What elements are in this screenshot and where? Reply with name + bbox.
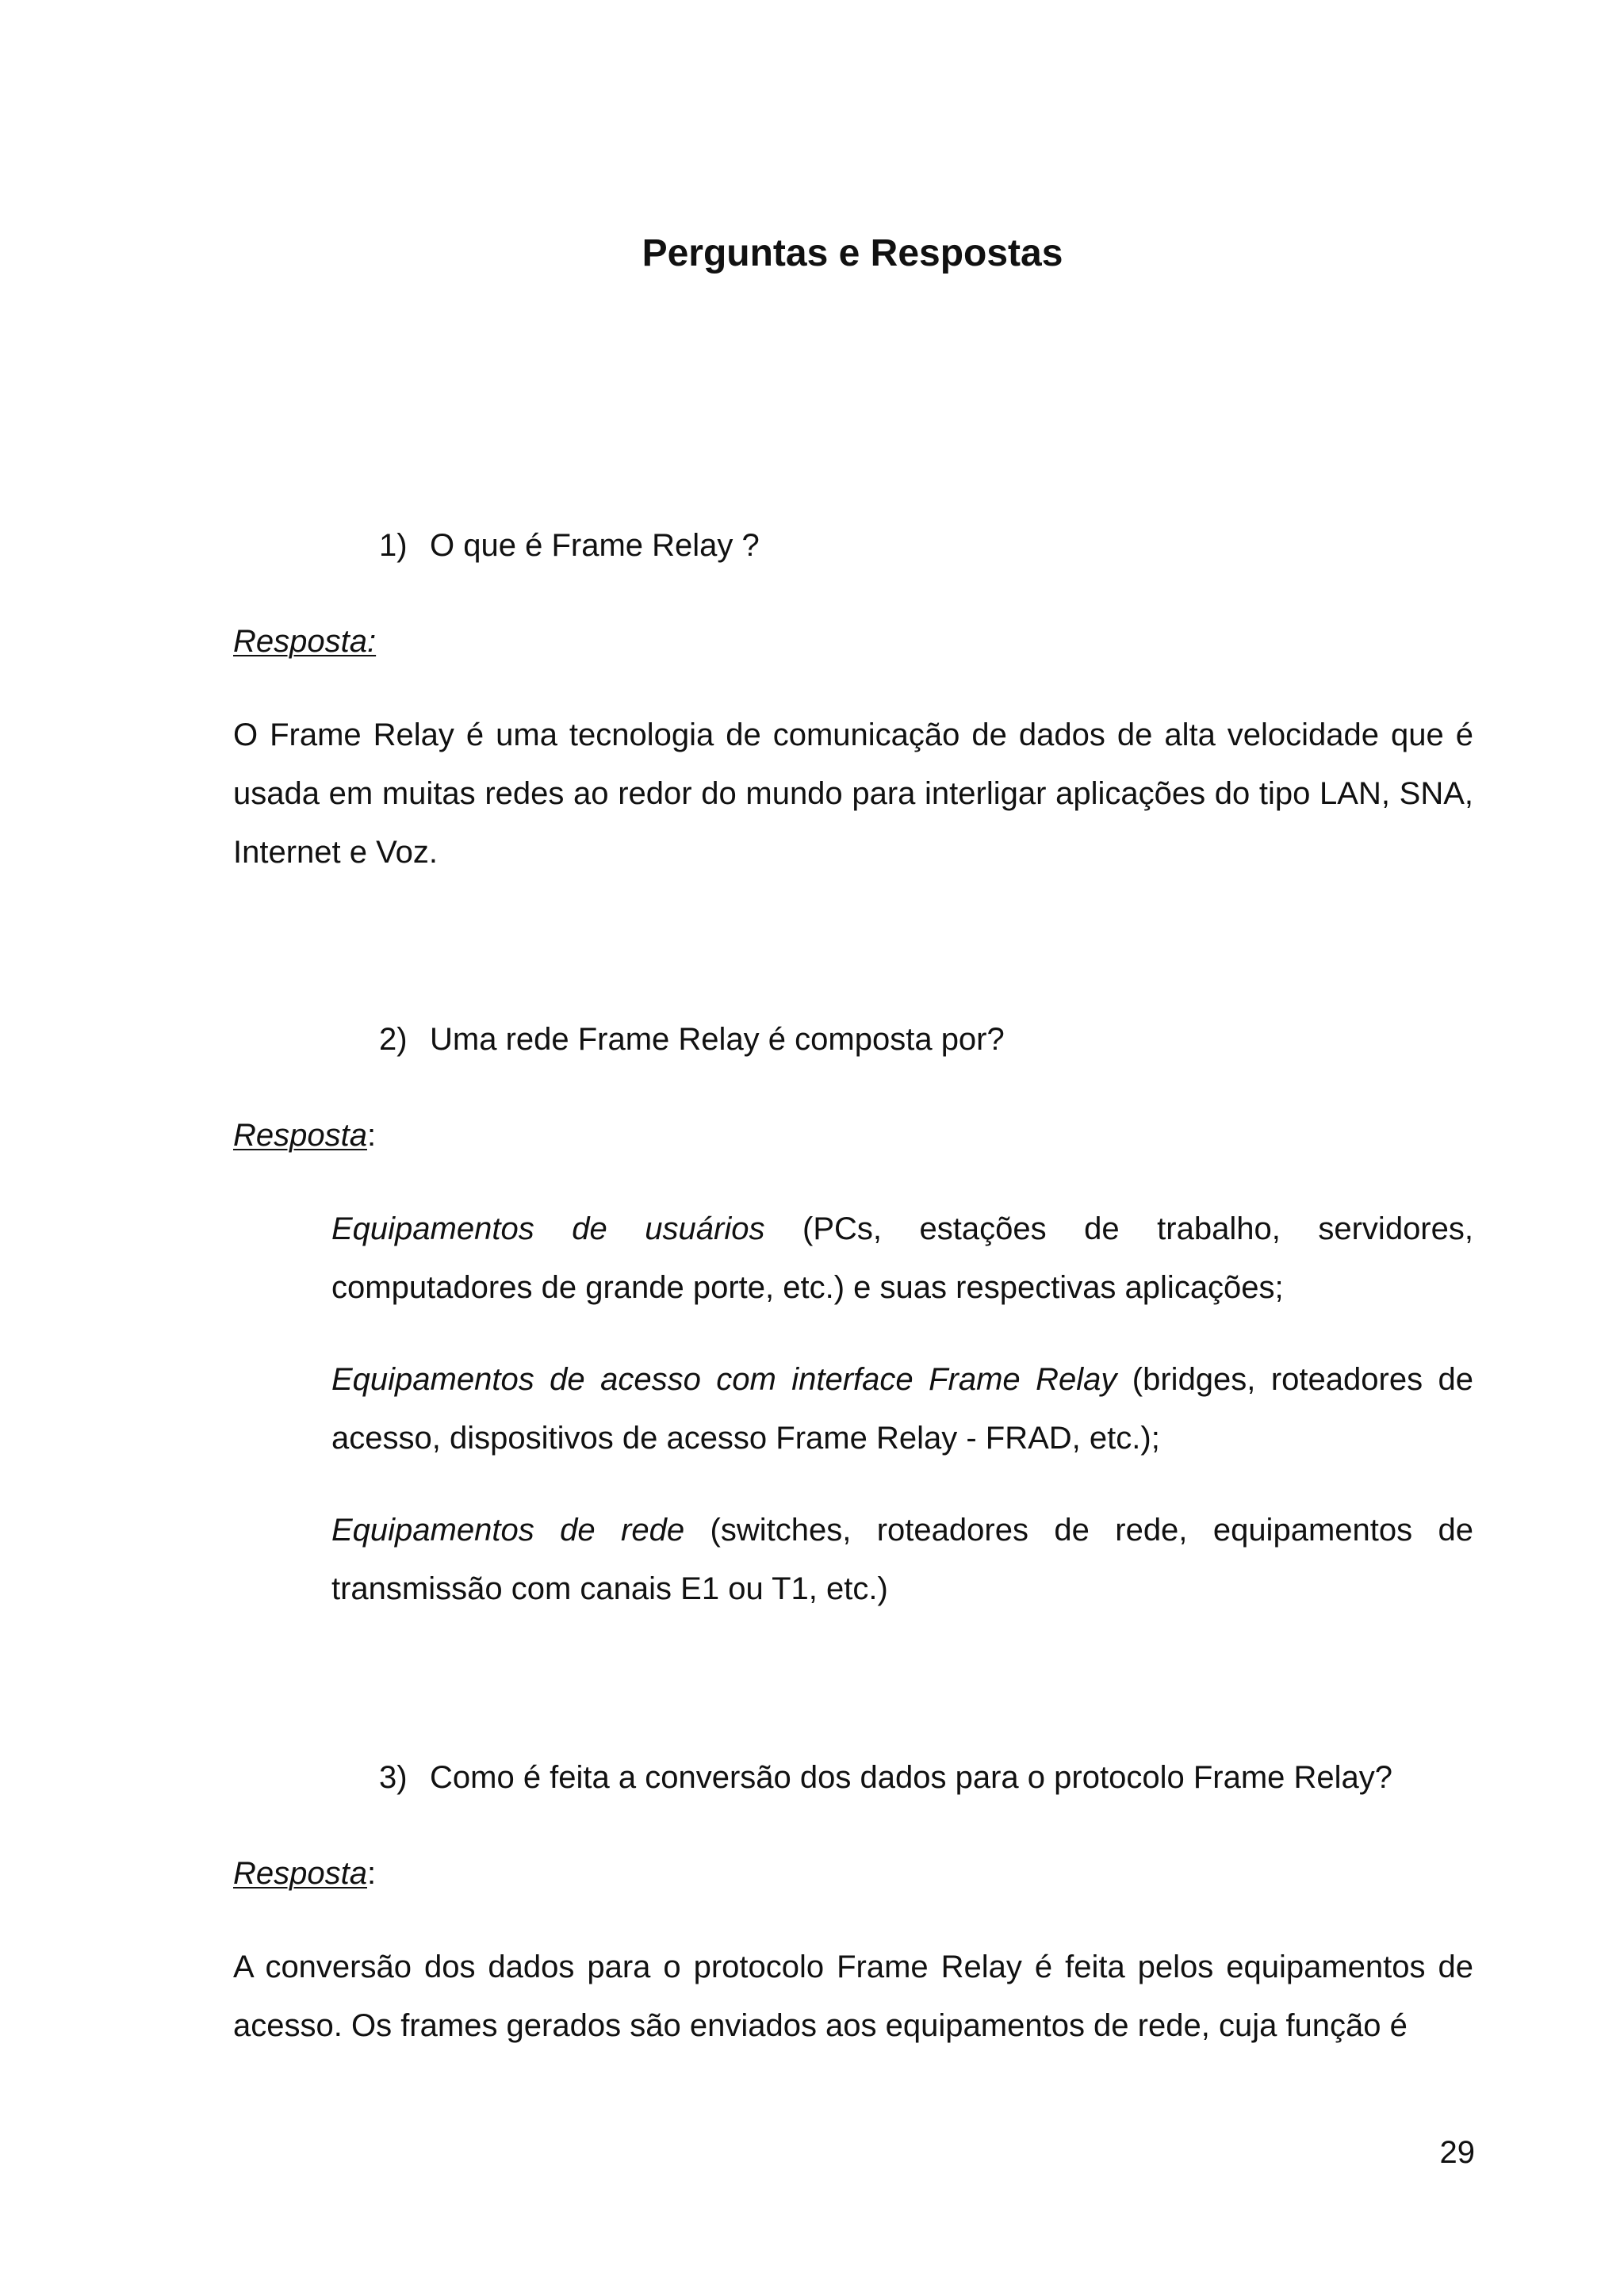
answer-2-item-3-emphasis: Equipamentos de rede: [331, 1513, 685, 1548]
question-1: [379, 526, 760, 565]
answer-2-item-1-emphasis: Equipamentos de usuários: [331, 1211, 765, 1246]
answer-3-label: [233, 1854, 376, 1893]
answer-3-label-text: Resposta: [233, 1856, 367, 1891]
answer-1-text: O Frame Relay é uma tecnologia de comunicação de dados de alta velocidade que é usada em muitas redes ao redor do mundo para interligar aplicações do tipo LAN, SNA, Internet e Voz.: [233, 718, 1473, 870]
question-3-text: Como é feita a conversão dos dados para o protocolo Frame Relay?: [430, 1760, 1393, 1795]
page-number: 29: [1439, 2135, 1475, 2170]
question-2-text: Uma rede Frame Relay é composta por?: [430, 1022, 1005, 1057]
question-3-number: 3): [379, 1760, 408, 1795]
answer-2-item-2-emphasis: Equipamentos de acesso com interface Frame Relay: [331, 1362, 1117, 1397]
answer-2-item-2: [331, 1350, 1473, 1468]
answer-1-label: [233, 622, 376, 661]
answer-2-item-1-rest: (PCs, estações de trabalho, servidores, computadores de grande porte, etc.) e suas respectivas aplicações;: [331, 1211, 1473, 1305]
page-title: Perguntas e Respostas: [642, 232, 1063, 274]
question-1-text: O que é Frame Relay ?: [430, 528, 760, 563]
question-1-number: 1): [379, 528, 408, 563]
question-2-number: 2): [379, 1022, 408, 1057]
answer-2-item-1: [331, 1200, 1473, 1317]
answer-2-item-2-rest: (bridges, roteadores de acesso, dispositivos de acesso Frame Relay - FRAD, etc.);: [331, 1362, 1474, 1456]
answer-2-item-3: [331, 1501, 1473, 1618]
answer-2-label-text: Resposta: [233, 1118, 367, 1153]
question-3: [379, 1758, 1392, 1797]
answer-1-label-text: Resposta:: [233, 624, 377, 659]
answer-2-label: [233, 1115, 376, 1155]
answer-3-text: A conversão dos dados para o protocolo Frame Relay é feita pelos equipamentos de acesso. Os frames gerados são enviados aos equipamentos de rede, cuja função é: [233, 1950, 1473, 2043]
answer-2-label-colon: :: [366, 1118, 377, 1153]
answer-3-label-colon: :: [366, 1856, 377, 1891]
question-2: [379, 1020, 1005, 1059]
answer-2-item-3-rest: (switches, roteadores de rede, equipamentos de transmissão com canais E1 ou T1, etc.): [331, 1513, 1474, 1606]
